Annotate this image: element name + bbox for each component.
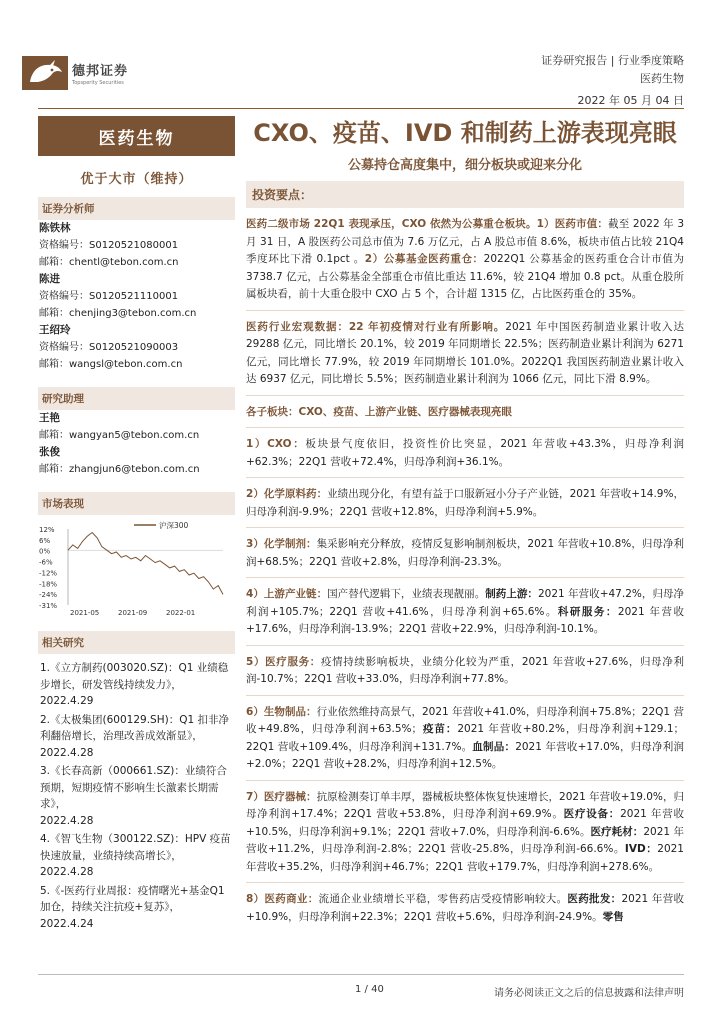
y-tick-label: 6% [39,536,51,545]
para-text: 流通企业业绩增长平稳，零售药店受疫情影响较大。 [318,893,568,905]
related-title: 1.《立方制药(003020.SZ)：Q1 业绩稳步增长，研发管线持续发力》， [40,662,229,691]
paragraph-subsectors-head [246,404,684,422]
assistant-name: 王艳 [39,412,60,424]
divider [246,577,684,578]
para-text: 2021 年营收+10.5%，归母净利润+9.1%；22Q1 营收+7.0%，归母净利润-6.6%。 [246,808,685,838]
para-highlight: 各子板块：CXO、疫苗、上游产业链、医疗器械表现亮眼 [246,405,512,418]
bull-logo-icon [22,56,68,90]
page-number: 1 / 40 [355,984,384,995]
analyst-list [38,220,235,373]
para-highlight: 1）CXO： [246,438,306,450]
analyst-cert: 资格编号：S0120521110001 [39,291,179,302]
assistant-item [39,410,235,444]
para-highlight: 6）生物制品： [246,705,317,718]
para-text: 2021 年营收+35.2%，归母净利润+46.7%；22Q1 营收+179.7%，归母净利润+278.6%。 [246,843,684,873]
para-bold: 疫苗： [422,723,458,735]
company-name-cn: 德邦证券 [72,64,129,79]
para-text: 2021 年营收+17.0%，归母净利润+2.0%；22Q1 营收+28.2%，归母净利润+12.5%。 [246,740,685,770]
related-date: 2022.4.29 [40,695,94,707]
sidebar [38,116,235,934]
divider [246,310,684,311]
assistant-section-head: 研究助理 [38,387,235,410]
related-section-head: 相关研究 [38,631,235,654]
para-text: 2021 年营收+11.2%，归母净利润-2.8%；22Q1 营收-25.8%，归母净利润-66.6%。 [246,825,684,855]
company-name-en: Topsperity Securities [72,80,124,86]
para-text: 业绩出现分化，有望有益于口服新冠小分子产业链，2021 年营收+14.9%，归母净利润-9.9%；22Q1 营收+12.8%，归母净利润+5.9%。 [246,488,684,518]
assistant-email[interactable]: 邮箱：wangyan5@tebon.com.cn [39,430,200,441]
y-tick-label: 12% [39,526,55,534]
para-highlight: 医药二级市场 22Q1 表现承压，CXO 依然为公募重仓板块。1）医药市值： [246,218,609,230]
related-title: 2.《太极集团(600129.SH)：Q1 扣非净利翻倍增长，治理改善成效渐显》， [40,713,229,742]
related-title: 3.《长春高新（000661.SZ)：业绩符合预期，短期疫情不影响生长激素长期需求》， [40,765,227,810]
para-text: 抗原检测奏订单丰厚，器械板块整体恢复快速增长，2021 年营收+19.0%，归母净利润+17.4%；22Q1 营收+53.8%，归母净利润+69.9%。 [246,790,684,820]
related-date: 2022.4.28 [40,866,94,878]
assistant-email[interactable]: 邮箱：zhangjun6@tebon.com.cn [39,464,200,475]
analyst-section-head: 证券分析师 [38,197,235,220]
divider [246,477,684,478]
paragraph-macro [246,319,684,389]
para-bold: 医药批发： [567,893,622,905]
paragraph-upstream [246,586,684,639]
para-highlight: 5）医疗服务： [246,655,321,668]
paragraph-cxo [246,436,684,471]
assistant-list [38,410,235,478]
related-title: 4.《智飞生物（300122.SZ)：HPV 疫苗快速放量，业绩持续高增长》， [40,833,231,862]
y-tick-label: -12% [39,569,58,578]
para-highlight: 4）上游产业链： [246,588,328,600]
analyst-email[interactable]: 邮箱：chenjing3@tebon.com.cn [39,308,197,319]
paragraph-market [246,216,684,304]
y-tick-label: -18% [39,580,58,589]
related-item[interactable] [40,831,235,881]
para-highlight: 3）化学制剂： [246,538,317,550]
para-bold: 医疗耗材： [590,825,644,838]
x-tick-label: 2021-09 [118,609,148,617]
para-text: 2021 年营收+10.9%，归母净利润+22.3%；22Q1 营收+5.6%，归母净利润-24.9%。 [246,893,685,923]
main-content [246,116,684,926]
analyst-email[interactable]: 邮箱：wangsl@tebon.com.cn [39,359,183,370]
market-chart-svg [38,521,235,617]
divider [246,427,684,428]
related-date: 2022.4.28 [40,814,94,827]
paragraph-devices [246,789,684,877]
para-text: 行业依然维持高景气，2021 年营收+41.0%，归母净利润+75.8%；22Q1 营收+49.8%，归母净利润+63.5%； [246,705,684,735]
para-highlight: 2）化学原料药： [246,488,328,500]
para-text: 2021 年中国医药制造业累计收入达 29288 亿元，同比增长 20.1%，较 2019 年同期增长 22.5%；医药制造业累计利润为 6271 亿元，同比增长 77.9%，较 2019 年同期增长 101.0%。2022Q1 我国医药制造业累计收入达 6937 亿元，同比增长 5.5%；医药制造业累计利润为 1066 亿元，同比下滑 8.9%。 [246,320,684,385]
para-text: 2021 年营收+80.2%，归母净利润+129.1；22Q1 营收+109.4%，归母净利润+131.7%。 [246,723,685,753]
market-section-head: 市场表现 [38,492,235,515]
sector-box: 医药生物 [38,116,235,156]
para-text: 集采影响充分释放，疫情反复影响制剂板块，2021 年营收+10.8%，归母净利润+68.5%；22Q1 营收+2.8%，归母净利润-23.3%。 [246,538,684,568]
analyst-cert: 资格编号：S0120521080001 [39,240,179,251]
paragraph-api [246,486,684,521]
para-bold: IVD： [624,843,658,855]
assistant-name: 张俊 [39,446,60,458]
report-title: CXO、疫苗、IVD 和制药上游表现亮眼 [253,119,677,147]
analyst-item [39,322,235,373]
analyst-name: 陈铁林 [39,222,71,234]
assistant-item [39,444,235,478]
related-item[interactable] [40,660,235,710]
key-points-head: 投资要点： [246,181,684,208]
para-text: 截至 2022 年 3 月 31 日，A 股医药公司总市值为 7.6 万亿元，占 A 股总市值 8.6%，板块市值占比较 21Q4 季度环比下滑 0.1pct 。 [246,218,684,265]
para-text: 2021 年营收+47.2%，归母净利润+105.7%；22Q1 营收+41.6%，归母净利润+65.6%。 [246,588,685,618]
related-date: 2022.4.24 [40,917,94,930]
paragraph-biologics [246,704,684,774]
paragraph-commerce [246,891,684,926]
para-highlight: 7）医疗器械： [246,790,317,803]
analyst-item [39,220,235,271]
header-industry: 医药生物 [640,72,684,85]
x-tick-label: 2022-01 [166,609,196,617]
y-tick-label: -6% [39,558,53,567]
paragraph-medical-service [246,654,684,689]
divider [246,395,684,396]
related-item[interactable] [40,883,235,933]
related-item[interactable] [40,763,235,829]
para-bold: 血制品： [472,740,516,753]
y-tick-label: -31% [39,602,58,610]
analyst-cert: 资格编号：S0120521090003 [39,342,179,353]
x-tick-label: 2021-05 [70,609,100,617]
para-text: 2022Q1 公募基金的医药重仓合计市值为 3738.7 亿元，占公募基金全部重仓市值比重达 11.6%，较 21Q4 增加 0.8 pct。从重仓股所属板块看，前十大重仓股中 CXO 占 5 个，合计超 1315 亿，占比医药重仓的 35%。 [246,253,684,300]
divider [246,780,684,781]
market-chart [38,521,235,617]
para-bold: 制药上游： [485,588,538,600]
legend-label: 沪深300 [159,521,189,530]
header-divider [38,108,684,109]
para-bold: 零售 [602,910,624,923]
related-list [38,660,235,932]
divider [246,645,684,646]
report-type: 证券研究报告 | 行业季度策略 [541,54,684,67]
para-text: 2021 年营收+17.6%，归母净利润-13.9%；22Q1 营收+22.9%，归母净利润-10.1%。 [246,605,685,635]
analyst-name: 陈进 [39,273,60,285]
y-tick-label: -24% [39,591,58,600]
para-bold: 医疗设备： [563,808,621,820]
related-item[interactable] [40,712,235,762]
company-logo [22,56,128,90]
series-line [68,533,223,595]
y-tick-label: 0% [39,547,51,556]
analyst-item [39,271,235,322]
para-text: 板块景气度依旧，投资性价比突显，2021 年营收+43.3%，归母净利润+62.3%；22Q1 营收+72.4%，归母净利润+36.1%。 [246,438,684,468]
para-text: 疫情持续影响板块，业绩分化较为严重，2021 年营收+27.6%，归母净利润-10.7%；22Q1 营收+33.0%，归母净利润+77.8%。 [246,655,684,685]
divider [246,882,684,883]
para-highlight: 2）公募基金医药重仓： [364,253,484,265]
related-title: 5.《-医药行业周报：疫情曙光+基金Q1 加仓，持续关注抗疫+复苏》， [40,884,225,913]
report-date: 2022 年 05 月 04 日 [577,94,684,107]
para-bold: 科研服务： [557,605,618,618]
divider [246,695,684,696]
related-date: 2022.4.28 [40,746,94,759]
analyst-email[interactable]: 邮箱：chentl@tebon.com.cn [39,257,179,268]
analyst-name: 王绍玲 [39,324,71,336]
para-text: 国产替代逻辑下，业绩表现靓丽。 [327,588,486,600]
divider [246,527,684,528]
disclaimer: 请务必阅读正文之后的信息披露和法律声明 [494,988,684,999]
rating: 优于大市（维持） [80,172,193,187]
footer-divider [38,974,684,975]
paragraph-formulation [246,536,684,571]
report-subtitle: 公募持仓高度集中，细分板块或迎来分化 [347,158,582,173]
para-highlight: 8）医药商业： [246,893,319,905]
para-highlight: 医药行业宏观数据：22 年初疫情对行业有所影响。 [246,320,506,333]
